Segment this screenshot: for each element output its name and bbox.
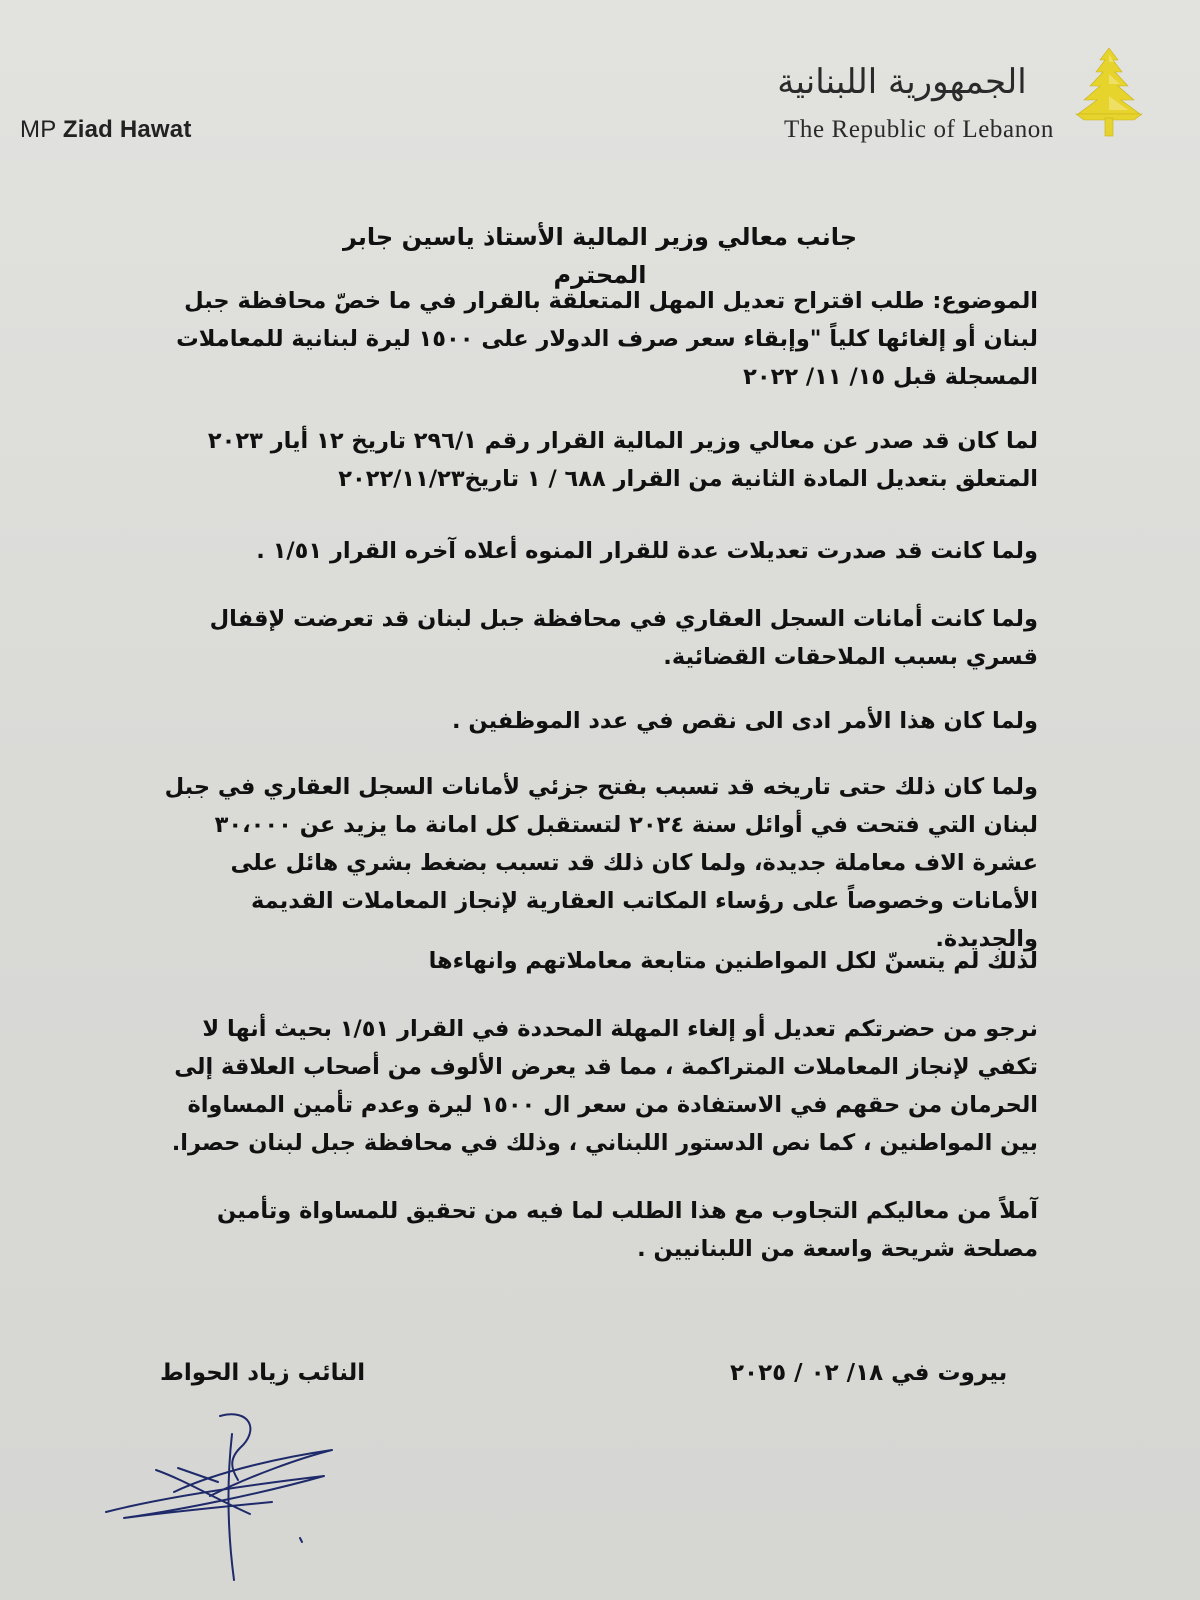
mp-letterhead: [20, 116, 192, 144]
paragraph-4: [158, 702, 1038, 740]
paragraph-1-text: لما كان قد صدر عن معالي وزير المالية القرار رقم ٢٩٦/١ تاريخ ١٢ أيار ٢٠٢٣ المتعلق بتعديل المادة الثانية من القرار ٦٨٨ / ١ تاريخ٢٠٢٢/١١/٢٣: [207, 428, 1038, 492]
paragraph-3: [158, 600, 1038, 676]
paragraph-4-text: ولما كان هذا الأمر ادى الى نقص في عدد الموظفين .: [451, 708, 1038, 734]
paragraph-2-text: ولما كانت قد صدرت تعديلات عدة للقرار المنوه أعلاه آخره القرار ١/٥١ .: [256, 538, 1038, 564]
paragraph-1: [158, 422, 1038, 498]
paragraph-2: [158, 532, 1038, 570]
mp-prefix: MP: [20, 116, 56, 143]
paragraph-5-text: ولما كان ذلك حتى تاريخه قد تسبب بفتح جزئي لأمانات السجل العقاري في جبل لبنان التي فتحت في أوائل سنة ٢٠٢٤ لتستقبل كل امانة ما يزيد عن ٣٠،٠٠٠ عشرة الاف معاملة جديدة، ولما كان ذلك قد تسبب بضغط بشري هائل على الأمانات وخصوصاً على رؤساء المكاتب العقارية لإنجاز المعاملات القديمة والجديدة.: [164, 774, 1038, 952]
cedar-tree-icon: [1068, 44, 1150, 140]
paragraph-8: [158, 1192, 1038, 1268]
republic-title-english: The Republic of Lebanon: [784, 116, 1054, 143]
signer-name: النائب زياد الحواط: [160, 1360, 366, 1386]
paragraph-3-text: ولما كانت أمانات السجل العقاري في محافظة جبل لبنان قد تعرضت لإقفال قسري بسبب الملاحقات القضائية.: [209, 606, 1038, 670]
paragraph-6: [158, 942, 1038, 980]
republic-title-arabic: الجمهورية اللبنانية: [777, 62, 1027, 102]
paragraph-7: [158, 1010, 1038, 1162]
paragraph-8-text: آملاً من معاليكم التجاوب مع هذا الطلب لما فيه من تحقيق للمساواة وتأمين مصلحة شريحة واسعة من اللبنانيين .: [217, 1198, 1038, 1262]
subject-text: الموضوع: طلب اقتراح تعديل المهل المتعلقة بالقرار في ما خصّ محافظة جبل لبنان أو إلغائها كلياً "وإبقاء سعر صرف الدولار على ١٥٠٠ ليرة لبنانية للمعاملات المسجلة قبل ١٥/ ١١/ ٢٠٢٢: [176, 288, 1038, 390]
paragraph-7-text: نرجو من حضرتكم تعديل أو إلغاء المهلة المحددة في القرار ١/٥١ بحيث أنها لا تكفي لإنجاز المعاملات المتراكمة ، مما قد يعرض الألوف من أصحاب العلاقة إلى الحرمان من حقهم في الاستفادة من سعر ال ١٥٠٠ ليرة وعدم تأمين المساواة بين المواطنين ، كما نص الدستور اللبناني ، وذلك في محافظة جبل لبنان حصرا.: [171, 1016, 1038, 1156]
paragraph-5: [158, 768, 1038, 958]
letter-date: بيروت في ١٨/ ٠٢ / ٢٠٢٥: [730, 1360, 1008, 1386]
salutation-text: جانب معالي وزير المالية الأستاذ ياسين جابر المحترم: [342, 223, 858, 289]
mp-name: Ziad Hawat: [62, 116, 192, 143]
paragraph-6-text: لذلك لم يتسنّ لكل المواطنين متابعة معاملاتهم وانهاءها: [428, 948, 1038, 974]
handwritten-signature-icon: [100, 1410, 360, 1590]
subject-paragraph: [158, 282, 1038, 396]
